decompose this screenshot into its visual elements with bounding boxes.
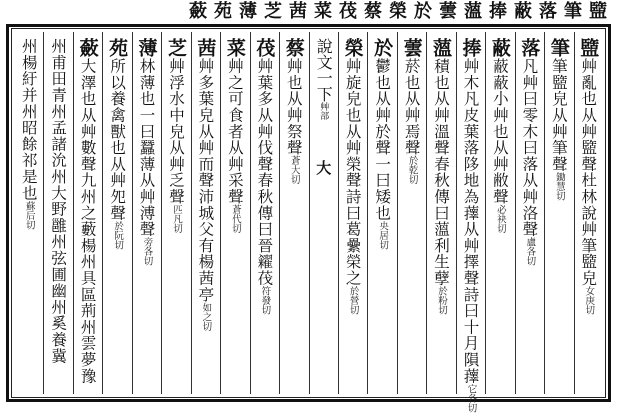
- entry-column: [103, 38, 131, 390]
- header-character: 蘞: [189, 1, 207, 22]
- definition-text: 所以養禽獸也从艸夗聲: [108, 58, 127, 221]
- definition-text: 州楊紆并州昭餘祁是也: [19, 38, 38, 201]
- entry-column: [456, 38, 484, 413]
- fanqie-note: 於乾切: [406, 155, 418, 185]
- fanqie-note: 蒼代切: [229, 204, 241, 234]
- header-character: 盬: [589, 1, 607, 22]
- fanqie-note: 蘇后切: [23, 201, 35, 230]
- entry-column: [250, 38, 278, 390]
- definition-text: 艸葉多从艸伐聲春秋傳曰晉糴茷: [255, 58, 274, 287]
- chapter-title: 說文一下: [314, 38, 334, 102]
- definition-text: 積也从艸溫聲春秋傳曰薀利生孽: [432, 58, 451, 287]
- seal-headword: 蕓: [400, 38, 423, 58]
- seal-headword: 薀: [430, 38, 453, 58]
- header-character: 芝: [264, 1, 282, 22]
- fanqie-note: 旁各切: [141, 237, 153, 266]
- definition-text: 艸亂也从艸盬聲杜林說艸筆盬皃: [579, 58, 598, 287]
- seal-headword: 盬: [577, 38, 600, 58]
- entry-column: [486, 38, 514, 390]
- header-character: 茷: [339, 1, 357, 22]
- fanqie-note: 它各切: [465, 384, 477, 413]
- fanqie-note: 蒼大切: [288, 155, 300, 185]
- entry-column: [339, 38, 367, 390]
- definition-text: 菸也从艸焉聲: [402, 58, 421, 156]
- seal-headword: 筆: [547, 38, 570, 58]
- entry-column: [280, 38, 308, 390]
- header-character: 於: [414, 1, 432, 22]
- seal-headword: 蘞: [76, 38, 99, 58]
- definition-text: 艸旋皃也从艸榮聲詩曰葛纍榮之: [343, 58, 362, 287]
- definition-text: 艸浮水中皃从艸乏聲: [166, 58, 185, 205]
- definition-text: 鬱也从艸於聲一曰矮也: [373, 58, 392, 221]
- header-character: 苑: [214, 1, 232, 22]
- seal-headword: 於: [371, 38, 394, 58]
- header-character: 茜: [289, 1, 307, 22]
- seal-headword: 芝: [164, 38, 187, 58]
- entry-column: [574, 38, 602, 390]
- seal-headword: 茷: [253, 38, 276, 58]
- fanqie-note: 盧各切: [524, 237, 536, 266]
- definition-text: 筆盬皃从艸筆聲: [549, 58, 568, 173]
- fanqie-note: 於營切: [347, 286, 359, 315]
- definition-text: 艸木凡皮葉落陊地為蘀从艸擇聲詩曰十月隕蘀: [461, 58, 480, 384]
- seal-headword: 苑: [106, 38, 129, 58]
- fanqie-note: 央居切: [377, 221, 389, 250]
- header-character: 薀: [464, 1, 482, 22]
- section-label: 艸部: [318, 102, 329, 120]
- header-character: 捧: [489, 1, 507, 22]
- definition-text: 艸多葉皃从艸而聲沛城父有楊茜亭: [196, 58, 215, 303]
- seal-headword: 蔡: [282, 38, 305, 58]
- seal-headword: 落: [518, 38, 541, 58]
- fanqie-note: 匹凡切: [170, 204, 182, 234]
- definition-text: 艸之可食者从艸采聲: [225, 58, 244, 205]
- fanqie-note: 必袂切: [494, 204, 506, 234]
- definition-text: 州甫田青州孟諸沇州大野雝州弦圃幽州奚養冀: [49, 38, 68, 364]
- entry-column: [74, 38, 102, 390]
- header-character: 蔽: [514, 1, 532, 22]
- fanqie-note: 女庚切: [583, 286, 595, 315]
- seal-headword: 捧: [459, 38, 482, 58]
- seal-headword: 薄: [135, 38, 158, 58]
- definition-text: 艸也从艸祭聲: [284, 58, 303, 156]
- entry-column: [133, 38, 161, 390]
- chapter-title-column: [309, 38, 337, 390]
- seal-headword: 榮: [341, 38, 364, 58]
- seal-headword: 蔽: [488, 38, 511, 58]
- seal-headword: 茜: [194, 38, 217, 58]
- entry-column: [515, 38, 543, 390]
- header-character: 榮: [389, 1, 407, 22]
- header-character: 蕓: [439, 1, 457, 22]
- fanqie-note: 符發切: [259, 286, 271, 315]
- entry-column: [368, 38, 396, 390]
- header-character: 薄: [239, 1, 257, 22]
- header-character: 蔡: [364, 1, 382, 22]
- definition-text: 大澤也从艸數聲九州之藪楊州具區荊州雲夢豫: [78, 58, 97, 384]
- entry-column: [44, 38, 72, 390]
- header-character: 菜: [314, 1, 332, 22]
- definition-text: 蔽蔽小艸也从艸敝聲: [490, 58, 509, 205]
- fanqie-note: 如之切: [200, 302, 212, 331]
- entry-column: [427, 38, 455, 390]
- fanqie-note: 於粉切: [436, 286, 448, 315]
- fanqie-note: 於阮切: [112, 221, 124, 250]
- entry-column: [15, 38, 43, 390]
- entry-column: [162, 38, 190, 390]
- seal-headword: 菜: [223, 38, 246, 58]
- definition-text: 凡艸曰零木曰落从艸洛聲: [520, 58, 539, 238]
- entry-column: [398, 38, 426, 390]
- header-character: 筆: [564, 1, 582, 22]
- page-number: 大: [314, 160, 333, 175]
- entry-column: [191, 38, 219, 390]
- fanqie-note: 鋤慧切: [553, 172, 565, 201]
- entry-column: [221, 38, 249, 390]
- definition-text: 林薄也一曰蠶薄从艸溥聲: [137, 58, 156, 238]
- entry-column: [545, 38, 573, 390]
- header-character: 落: [539, 1, 557, 22]
